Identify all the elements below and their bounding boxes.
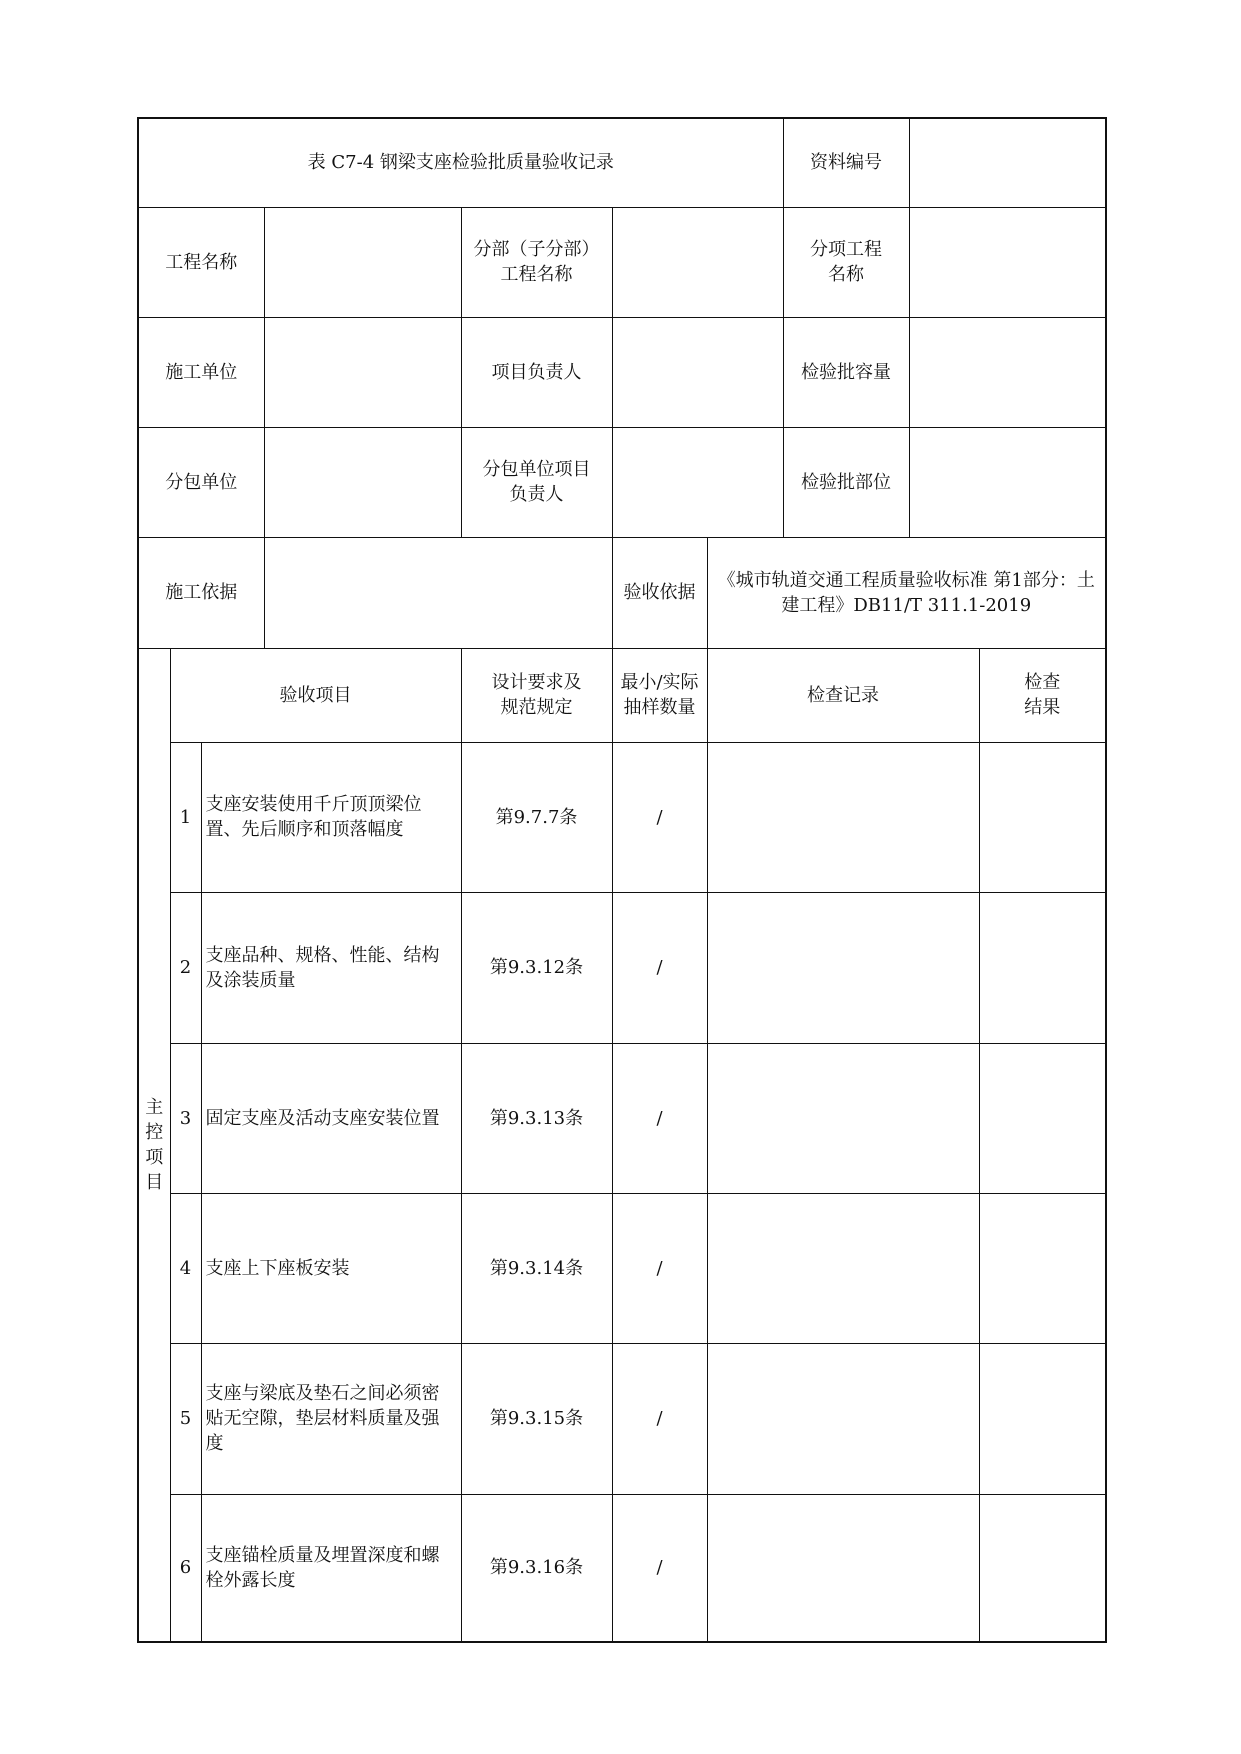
row-record[interactable] <box>707 1494 979 1642</box>
row-number: 3 <box>170 1043 201 1193</box>
row-sample[interactable]: / <box>612 1343 707 1494</box>
project-lead-field[interactable] <box>612 317 783 427</box>
subdivision-field[interactable] <box>612 207 783 317</box>
row-number: 5 <box>170 1343 201 1494</box>
doc-no-field[interactable] <box>909 118 1106 207</box>
col-header-record: 检查记录 <box>707 648 979 742</box>
row-record[interactable] <box>707 892 979 1043</box>
row-item: 支座与梁底及垫石之间必须密贴无空隙，垫层材料质量及强度 <box>201 1343 461 1494</box>
row-spec: 第9.3.13条 <box>461 1043 612 1193</box>
table-row <box>138 1343 1106 1494</box>
row-number: 1 <box>170 742 201 892</box>
row-result[interactable] <box>979 1494 1106 1642</box>
row-spec: 第9.7.7条 <box>461 742 612 892</box>
doc-no-label: 资料编号 <box>783 118 909 207</box>
row-record[interactable] <box>707 1343 979 1494</box>
project-name-label: 工程名称 <box>138 207 264 317</box>
row-item: 支座品种、规格、性能、结构及涂装质量 <box>201 892 461 1043</box>
subcontractor-field[interactable] <box>264 427 461 537</box>
table-row <box>138 892 1106 1043</box>
col-header-result: 检查 结果 <box>979 648 1106 742</box>
project-name-field[interactable] <box>264 207 461 317</box>
table-row <box>138 1494 1106 1642</box>
batch-capacity-field[interactable] <box>909 317 1106 427</box>
row-sample[interactable]: / <box>612 1193 707 1343</box>
col-header-item: 验收项目 <box>170 648 461 742</box>
row-item: 支座上下座板安装 <box>201 1193 461 1343</box>
subdivision-label: 分部（子分部） 工程名称 <box>461 207 612 317</box>
row-spec: 第9.3.14条 <box>461 1193 612 1343</box>
row-result[interactable] <box>979 1193 1106 1343</box>
table-row <box>138 1043 1106 1193</box>
batch-capacity-label: 检验批容量 <box>783 317 909 427</box>
row-record[interactable] <box>707 1043 979 1193</box>
table-row <box>138 1193 1106 1343</box>
table-row <box>138 742 1106 892</box>
inspection-record-table <box>137 117 1107 1643</box>
row-number: 2 <box>170 892 201 1043</box>
row-result[interactable] <box>979 1043 1106 1193</box>
item-name-label: 分项工程 名称 <box>783 207 909 317</box>
row-result[interactable] <box>979 1343 1106 1494</box>
contractor-field[interactable] <box>264 317 461 427</box>
subcontractor-label: 分包单位 <box>138 427 264 537</box>
basis-label: 施工依据 <box>138 537 264 648</box>
row-spec: 第9.3.12条 <box>461 892 612 1043</box>
row-number: 6 <box>170 1494 201 1642</box>
item-name-field[interactable] <box>909 207 1106 317</box>
row-number: 4 <box>170 1193 201 1343</box>
row-item: 支座安装使用千斤顶顶梁位置、先后顺序和顶落幅度 <box>201 742 461 892</box>
row-record[interactable] <box>707 742 979 892</box>
acceptance-basis-label: 验收依据 <box>612 537 707 648</box>
project-lead-label: 项目负责人 <box>461 317 612 427</box>
row-sample[interactable]: / <box>612 742 707 892</box>
row-spec: 第9.3.15条 <box>461 1343 612 1494</box>
sub-lead-label: 分包单位项目 负责人 <box>461 427 612 537</box>
row-sample[interactable]: / <box>612 892 707 1043</box>
col-header-sample: 最小/实际 抽样数量 <box>612 648 707 742</box>
row-spec: 第9.3.16条 <box>461 1494 612 1642</box>
row-record[interactable] <box>707 1193 979 1343</box>
row-item: 支座锚栓质量及埋置深度和螺栓外露长度 <box>201 1494 461 1642</box>
col-header-requirement: 设计要求及 规范规定 <box>461 648 612 742</box>
contractor-label: 施工单位 <box>138 317 264 427</box>
row-result[interactable] <box>979 892 1106 1043</box>
sub-lead-field[interactable] <box>612 427 783 537</box>
row-item: 固定支座及活动支座安装位置 <box>201 1043 461 1193</box>
form-title: 表 C7-4 钢梁支座检验批质量验收记录 <box>138 118 783 207</box>
batch-location-field[interactable] <box>909 427 1106 537</box>
acceptance-basis-value: 《城市轨道交通工程质量验收标准 第1部分：土建工程》DB11/T 311.1-2019 <box>707 537 1106 648</box>
row-sample[interactable]: / <box>612 1494 707 1642</box>
batch-location-label: 检验批部位 <box>783 427 909 537</box>
row-sample[interactable]: / <box>612 1043 707 1193</box>
basis-field[interactable] <box>264 537 612 648</box>
section-label-main-control: 主控项目 <box>138 648 170 1642</box>
row-result[interactable] <box>979 742 1106 892</box>
